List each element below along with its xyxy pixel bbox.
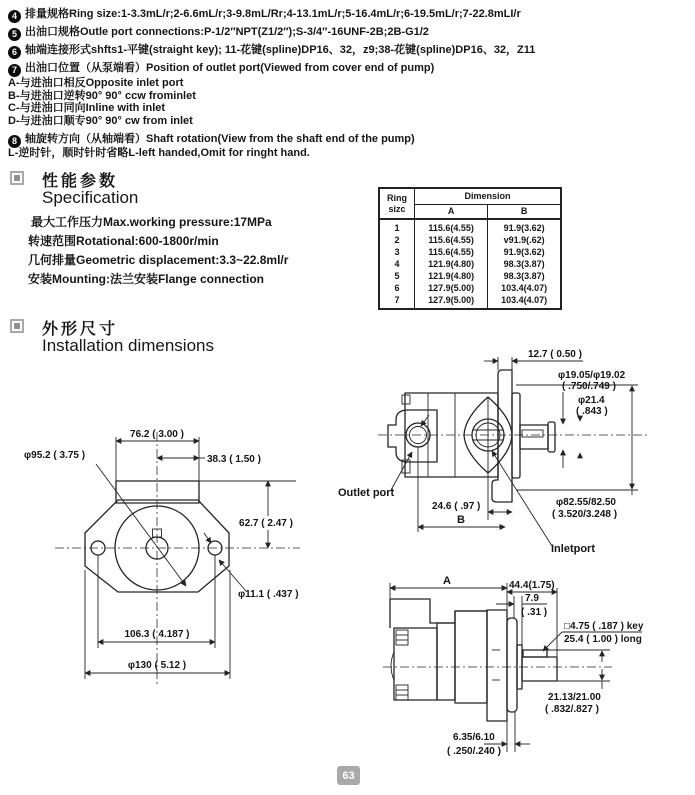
dim-bolt-spacing: 106.3 ( 4.187 ): [124, 629, 190, 640]
circled-number-icon: 8: [8, 135, 21, 148]
ring-dimension-table: [378, 187, 562, 310]
svg-text:( .750/.749 ): ( .750/.749 ): [562, 381, 616, 392]
svg-text:( .31 ): ( .31 ): [521, 607, 548, 618]
spec-line: 转速范围Rotational:600-1800r/min: [28, 234, 219, 248]
svg-text:( .250/.240 ): ( .250/.240 ): [447, 746, 501, 757]
note-text: 轴旋转方向（从轴端看）Shaft rotation(View from the shaft end of the pump): [25, 133, 415, 145]
dim-offset: 38.3 ( 1.50 ): [207, 454, 261, 465]
note-text: 出油口规格Outle port connections:P-1/2″NPT(Z1/2″);S-3/4″-16UNF-2B;2B-G1/2: [25, 26, 429, 38]
specification-section-head: [10, 168, 310, 212]
mounting-flange: [487, 610, 507, 721]
circled-number-icon: 5: [8, 28, 21, 41]
svg-text:( .843 ): ( .843 ): [576, 406, 608, 417]
specification-lines: [28, 213, 288, 289]
dim-shaft-dia: φ19.05/φ19.02: [558, 370, 626, 381]
dim-bolt-hole: φ11.1 ( .437 ): [238, 589, 299, 600]
note-line-4: [8, 5, 693, 23]
square-bullet-icon: [10, 171, 24, 185]
square-bullet-inner: [14, 323, 20, 329]
side-view-drawing: [338, 349, 650, 555]
dim-key-height: 21.13/21.00: [548, 692, 601, 703]
dim-total: 44.4(1.75): [509, 580, 555, 591]
pilot-hub: [507, 618, 517, 712]
page-number-badge: 63: [337, 766, 360, 785]
circled-number-icon: 7: [8, 64, 21, 77]
note-text: 出油口位置（从泵端看）Position of outlet port(Viewed from cover end of pump): [25, 62, 435, 74]
dim-flange-thickness: 12.7 ( 0.50 ): [528, 349, 582, 360]
table-row: 4 121.9(4.80) 98.3(3.87): [379, 258, 561, 270]
spec-line: 最大工作压力Max.working pressure:17MPa: [31, 215, 272, 229]
outlet-port-label: Outlet port: [338, 487, 395, 499]
note-line-7: [8, 59, 693, 77]
table-row: 2 115.6(4.55) v91.9(.62): [379, 234, 561, 246]
note-line-6: [8, 41, 693, 59]
svg-text:25.4 ( 1.00 ) long: 25.4 ( 1.00 ) long: [564, 634, 642, 645]
spec-line: 几何排量Geometric displacement:3.3~22.8ml/r: [28, 253, 289, 267]
dim-pilot-dia: φ95.2 ( 3.75 ): [24, 450, 86, 461]
dim-flange-t: 6.35/6.10: [453, 732, 495, 743]
note-sub-b: B-与进油口逆转90° 90° ccw frominlet: [8, 89, 196, 102]
dim-a: A: [443, 575, 451, 587]
note-text: 轴端连接形式shfts1-平键(straight key); 11-花键(spline)DP16、32，z9;38-花键(spline)DP16、32，Z11: [25, 44, 536, 56]
dim-collar-dia: φ21.4: [578, 395, 605, 406]
dim-pilot-dia: φ82.55/82.50: [556, 497, 616, 508]
note-line-5: [8, 23, 693, 41]
col-header-b: B: [488, 205, 561, 220]
note-sub-d: D-与进油口顺专90° 90° cw from inlet: [8, 114, 193, 127]
specification-title-en: Specification: [42, 188, 139, 207]
shaft-view-drawing: [383, 575, 644, 757]
table-row: 5 121.9(4.80) 98.3(3.87): [379, 270, 561, 282]
technical-drawings: [0, 344, 695, 795]
specification-title-zh: 性能参数: [42, 173, 119, 190]
circled-number-icon: 4: [8, 10, 21, 23]
dim-step: 7.9: [525, 593, 539, 604]
table-row: 1 115.6(4.55) 91.9(3.62): [379, 219, 561, 234]
note-sub-c: C-与进油口同向Inline with inlet: [8, 102, 166, 114]
dim-b: B: [457, 514, 465, 526]
shaft: [522, 657, 557, 681]
square-bullet-icon: [10, 319, 24, 333]
installation-title-zh: 外形尺寸: [42, 321, 119, 338]
note-sub-a: A-与进油口相反Opposite inlet port: [8, 77, 184, 89]
svg-text:( .832/.827 ): ( .832/.827 ): [545, 704, 599, 715]
dim-height: 62.7 ( 2.47 ): [239, 518, 293, 529]
table-row: 7 127.9(5.00) 103.4(4.07): [379, 294, 561, 309]
col-header-a: A: [415, 205, 488, 220]
key-slot: [522, 430, 543, 437]
dim-boss-width: 76.2 ( 3.00 ): [130, 429, 184, 440]
table-row: 3 115.6(4.55) 91.9(3.62): [379, 246, 561, 258]
rear-cover: [394, 628, 437, 700]
mounting-flange: [492, 370, 512, 502]
note-text: 排量规格Ring size:1-3.3mL/r;2-6.6mL/r;3-9.8mL/Rr;4-13.1mL/r;5-16.4mL/r;6-19.5mL/r;7-22.8mLI/r: [25, 8, 521, 20]
note-sub-l: L-逆时针，顺时针时省略L-left handed,Omit for ringht hand.: [8, 147, 310, 159]
key-callout: □4.75 ( .187 ) key: [564, 621, 644, 632]
note-line-8: [8, 132, 693, 147]
square-bullet-inner: [14, 175, 20, 181]
installation-title-en: Installation dimensions: [42, 336, 214, 355]
pump-body: [455, 611, 487, 703]
notes-section: [8, 5, 693, 160]
table-row: 6 127.9(5.00) 103.4(4.07): [379, 282, 561, 294]
dim-flange-width: φ130 ( 5.12 ): [127, 660, 187, 671]
col-header-dimension: Dimension: [415, 188, 562, 205]
inlet-port-label: Inletport: [551, 543, 595, 555]
pilot-hub: [512, 393, 520, 478]
dim-inlet-to-face: 24.6 ( .97 ): [432, 501, 481, 512]
spec-line: 安装Mounting:法兰安装Flange connection: [28, 272, 264, 286]
svg-text:( 3.520/3.248 ): ( 3.520/3.248 ): [552, 509, 618, 520]
front-view-drawing: [24, 429, 300, 685]
col-header-ring-size: Ring sizc: [379, 188, 415, 219]
circled-number-icon: 6: [8, 46, 21, 59]
